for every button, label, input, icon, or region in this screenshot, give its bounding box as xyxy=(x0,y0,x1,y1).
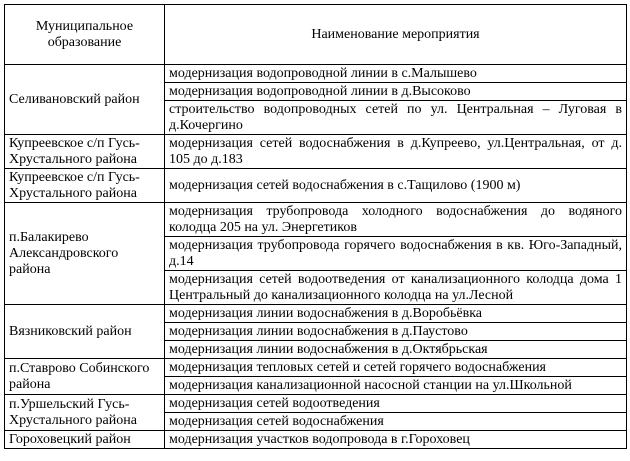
event-cell: модернизация участков водопровода в г.Гороховец xyxy=(165,431,627,449)
event-cell: модернизация сетей водоотведения xyxy=(165,395,627,413)
event-cell: строительство водопроводных сетей по ул. Центральная – Луговая в д.Кочергино xyxy=(165,101,627,135)
municipality-cell: Гороховецкий район xyxy=(5,431,165,449)
table-row xyxy=(5,169,627,203)
event-cell: модернизация сетей водоснабжения в д.Купреево, ул.Центральная, от д. 105 до д.183 xyxy=(165,135,627,169)
event-cell: модернизация водопроводной линии в д.Высоково xyxy=(165,83,627,101)
event-cell: модернизация сетей водоснабжения xyxy=(165,413,627,431)
municipality-cell: Купреевское с/п Гусь-Хрустального района xyxy=(5,169,165,203)
event-cell: модернизация линии водоснабжения в д.Октябрьская xyxy=(165,341,627,359)
municipality-cell: п.Уршельский Гусь-Хрустального района xyxy=(5,395,165,431)
table-row xyxy=(5,203,627,237)
event-cell: модернизация линии водоснабжения в д.Воробьёвка xyxy=(165,305,627,323)
event-cell: модернизация сетей водоотведения от канализационного колодца дома 1 Центральный до канализационного колодца на ул.Лесной xyxy=(165,271,627,305)
header-municipality: Муниципальное образование xyxy=(5,5,165,65)
header-row xyxy=(5,5,627,65)
table-row xyxy=(5,65,627,83)
table-row xyxy=(5,305,627,323)
table-row xyxy=(5,431,627,449)
event-cell: модернизация линии водоснабжения в д.Паустово xyxy=(165,323,627,341)
municipality-cell: Купреевское с/п Гусь-Хрустального района xyxy=(5,135,165,169)
table-row xyxy=(5,135,627,169)
header-event: Наименование мероприятия xyxy=(165,5,627,65)
municipality-cell: Селивановский район xyxy=(5,65,165,135)
event-cell: модернизация тепловых сетей и сетей горячего водоснабжения xyxy=(165,359,627,377)
event-cell: модернизация водопроводной линии в с.Малышево xyxy=(165,65,627,83)
municipality-cell: Вязниковский район xyxy=(5,305,165,359)
event-cell: модернизация трубопровода холодного водоснабжения до водяного колодца 205 на ул. Энергетиков xyxy=(165,203,627,237)
table-row xyxy=(5,395,627,413)
event-cell: модернизация сетей водоснабжения в с.Тащилово (1900 м) xyxy=(165,169,627,203)
event-cell: модернизация трубопровода горячего водоснабжения в кв. Юго-Западный, д.14 xyxy=(165,237,627,271)
table-row xyxy=(5,359,627,377)
municipality-cell: п.Балакирево Александровского района xyxy=(5,203,165,305)
events-table xyxy=(4,4,627,449)
municipality-cell: п.Ставрово Собинского района xyxy=(5,359,165,395)
event-cell: модернизация канализационной насосной станции на ул.Школьной xyxy=(165,377,627,395)
